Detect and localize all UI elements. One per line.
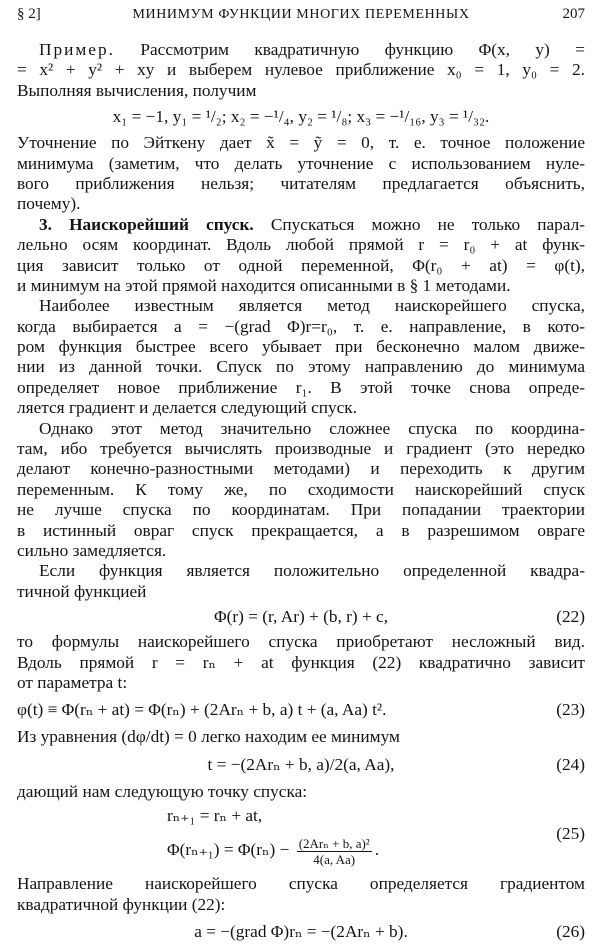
running-header (17, 6, 585, 26)
equation-iterations: x₁ = −1, y₁ = ¹/₂; x₂ = −¹/₄, y₂ = ¹/₈; x₃ = −¹/₁₆, y₃ = ¹/₃₂. (112, 107, 490, 127)
equation-number: (22) (556, 607, 585, 627)
equation-22 (17, 602, 585, 632)
equation-number: (25) (556, 824, 585, 844)
section-marker: § 2] (17, 6, 41, 22)
text-line: переменным. К тому же, по сходимости наискорейший спуск (17, 479, 585, 499)
text-line: там, ибо требуется вычислять производные и градиент (это нередко (17, 439, 585, 459)
equation-number: (23) (556, 700, 585, 720)
running-title: МИНИМУМ ФУНКЦИИ МНОГИХ ПЕРЕМЕННЫХ (132, 7, 470, 22)
text-line: Вдоль прямой r = rₙ + at функция (22) квадратично зависит (17, 652, 585, 672)
text-line: Однако этот метод значительно сложнее спуска по координа- (39, 418, 585, 438)
text-line: квадратичной функции (22): (17, 894, 226, 914)
equation-body-a: rₙ₊₁ = rₙ + at, (167, 806, 263, 826)
text-line: от параметра t: (17, 672, 128, 692)
text-line: почему). (17, 194, 81, 214)
text-line: Наиболее известным является метод наискорейшего спуска, (39, 296, 585, 316)
text-line: ром функция быстрее всего убывает при бесконечно малом движе- (17, 337, 585, 357)
equation-number: (26) (556, 921, 585, 941)
text-line: определяет новое приближение r₁. В этой точке снова опреде- (17, 377, 585, 397)
text-line: дающий нам следующую точку спуска: (17, 781, 308, 801)
equation-body: φ(t) ≡ Φ(rₙ + at) = Φ(rₙ) + (2Arₙ + b, a) t + (a, Aa) t². (17, 700, 387, 720)
text-line: 3. Наискорейший спуск. Спускаться можно не только парал- (39, 214, 585, 234)
page-body (17, 40, 585, 949)
text-line: Выполняя вычисления, получим (17, 80, 257, 100)
text-line: тичной функцией (17, 581, 147, 601)
text-line: нии из данной точки. Спуск по этому направлению до минимума (17, 357, 585, 377)
equation-body: t = −(2Arₙ + b, a)/2(a, Aa), (207, 754, 395, 774)
page-number: 207 (562, 6, 585, 22)
equation-23 (17, 693, 585, 727)
text-line: Из уравнения (dφ/dt) = 0 легко находим ее минимум (17, 727, 400, 747)
text-line: ция зависит только от одной переменной, Φ(r₀ + at) = φ(t), (17, 255, 585, 275)
equation-body: Φ(r) = (r, Ar) + (b, r) + c, (213, 607, 389, 627)
example-label: Пример. (39, 40, 115, 59)
equation-number: (24) (556, 754, 585, 774)
text-line: делают конечно-разностными методами) и переходить к другим (17, 459, 585, 479)
text-line: сильно замедляется. (17, 540, 167, 560)
text-line: когда выбирается a = −(grad Φ)r=r₀, т. е. направление, в кото- (17, 316, 585, 336)
equation-body-b: Φ(rₙ₊₁) = Φ(rₙ) − $\frac{\text{(2Arₙ + b, a)²}}{4(a, Aa)}$ . (167, 835, 380, 867)
text-line: минимума (заметим, что делать уточнение с использованием нуле- (17, 153, 585, 173)
text-line: Направление наискорейшего спуска определяется градиентом (17, 874, 585, 894)
text-line: ляется градиент и делается следующий спуск. (17, 398, 358, 418)
text-line: Если функция является положительно определенной квадра- (39, 561, 585, 581)
equation-25 (17, 802, 585, 874)
text-line: и минимум на этой прямой находится описанными в § 1 методами. (17, 275, 511, 295)
text-line: то формулы наискорейшего спуска приобретают несложный вид. (17, 632, 585, 652)
equation-24 (17, 748, 585, 782)
text-line: лельно осям координат. Вдоль любой прямой r = r₀ + at функ- (17, 235, 585, 255)
fraction: $\frac{\text{(2Arₙ + b, a)²}}{4(a, Aa)}$ (298, 835, 370, 867)
text-line: = x² + y² + xy и выберем нулевое приближение x₀ = 1, y₀ = 2. (17, 60, 585, 80)
text-line: Уточнение по Эйткену дает x̃ = ỹ = 0, т. е. точное положение (17, 133, 585, 153)
text-line: Пример. Рассмотрим квадратичную функцию Φ(x, y) = (39, 40, 585, 59)
text-line: вого приближения нельзя; читателям предлагается объяснить, (17, 173, 585, 193)
text-line: в истинный овраг спуск прекращается, а в разрешимом овраге (17, 520, 585, 540)
section-heading: 3. Наискорейший спуск. (39, 214, 254, 234)
text-line: не лучше спуска по координатам. При попадании траектории (17, 500, 585, 520)
equation-body: a = −(grad Φ)rₙ = −(2Arₙ + b). (194, 921, 408, 941)
